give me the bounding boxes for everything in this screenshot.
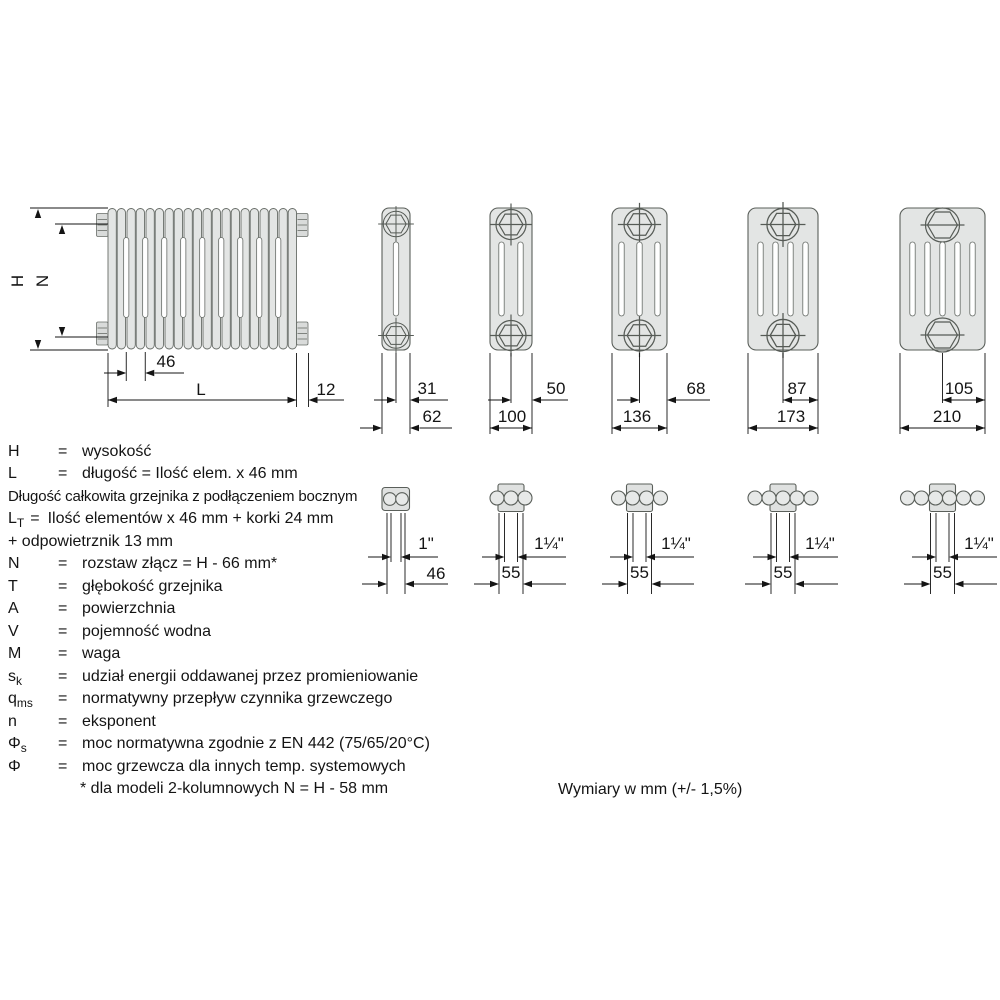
dim-pitch-4col: [602, 563, 694, 587]
legend-row-asterisk-note: * dla modeli 2-kolumnowych N = H - 58 mm: [80, 780, 389, 797]
top-view-6col: [901, 484, 998, 594]
length-label: L: [196, 380, 206, 399]
svg-text:62: 62: [422, 407, 442, 426]
svg-text:173: 173: [776, 407, 806, 426]
svg-text:50: 50: [546, 379, 566, 398]
dim-depth-2col: [360, 407, 452, 431]
svg-text:1¼": 1¼": [805, 534, 835, 553]
height-label: H: [8, 274, 27, 288]
legend-row-H: H = wysokość: [8, 443, 152, 460]
legend-row-total-length: Długość całkowita grzejnika z podłączeniem bocznym: [8, 488, 358, 505]
legend-row-A: A = powierzchnia: [8, 600, 176, 617]
dim-pitch-5col: [745, 563, 838, 587]
legend-row-phi: Φ = moc grzewcza dla innych temp. systemowych: [8, 758, 406, 775]
svg-text:55: 55: [773, 563, 793, 582]
radiator-gaps: [124, 238, 281, 318]
svg-text:68: 68: [686, 379, 706, 398]
svg-text:136: 136: [622, 407, 652, 426]
dim-pitch-6col: [904, 563, 997, 587]
svg-text:1¼": 1¼": [661, 534, 691, 553]
cross-section-4col: [612, 203, 710, 434]
legend-row-qms: $q_{ms}$ = normatywny przepływ czynnika grzewczego: [8, 690, 393, 711]
svg-text:100: 100: [497, 407, 527, 426]
legend-row-LT: $L_T$ = Ilość elementów x 46 mm + korki 24 mm: [8, 510, 334, 531]
svg-text:31: 31: [417, 379, 437, 398]
dim-depth-4col: [612, 407, 667, 431]
svg-text:87: 87: [787, 379, 807, 398]
pitch-label: N: [33, 274, 52, 288]
legend-row-sk: $s_k$ = udział energii oddawanej przez promieniowanie: [8, 668, 419, 689]
dim-length-L: [108, 353, 309, 407]
side-extension-value: 12: [316, 380, 336, 399]
svg-text:1¼": 1¼": [534, 534, 564, 553]
svg-text:1": 1": [418, 534, 434, 553]
top-view-2col: [362, 488, 448, 595]
dim-element-46: [104, 352, 184, 381]
legend-row-N: N = rozstaw złącz = H - 66 mm*: [8, 555, 278, 572]
dim-depth-6col: [900, 407, 985, 431]
front-view-radiator: [8, 208, 344, 407]
dim-height-H: [8, 208, 108, 350]
dim-pitch-3col: [474, 563, 566, 587]
legend-row-vent: + odpowietrznik 13 mm: [8, 533, 173, 550]
svg-text:46: 46: [426, 564, 446, 583]
svg-text:55: 55: [630, 563, 649, 582]
top-view-5col: [745, 484, 838, 594]
dim-depth-3col: [490, 407, 532, 431]
dim-connection-6col: [912, 513, 997, 594]
dim-depth-5col: [748, 407, 818, 431]
top-view-3col: [474, 484, 566, 594]
cross-section-6col: [900, 208, 985, 434]
dim-connection-4col: [610, 513, 694, 594]
legend-row-M: M = waga: [8, 645, 121, 662]
svg-text:105: 105: [944, 379, 974, 398]
element-width-value: 46: [156, 352, 176, 371]
legend-row-V: V = pojemność wodna: [8, 623, 211, 640]
dim-pitch-N: [33, 224, 108, 337]
legend-row-n: n = eksponent: [8, 713, 156, 730]
legend-row-L: L = długość = Ilość elem. x 46 mm: [8, 465, 298, 482]
dim-side-12: [309, 380, 345, 403]
svg-text:55: 55: [933, 563, 952, 582]
svg-text:210: 210: [932, 407, 962, 426]
dim-connection-5col: [753, 513, 838, 594]
svg-text:1¼": 1¼": [964, 534, 994, 553]
top-view-4col: [602, 484, 694, 594]
legend-row-T: T = głębokość grzejnika: [8, 578, 223, 595]
cross-section-3col: [488, 204, 568, 435]
cross-section-5col: [748, 202, 818, 434]
legend-row-phi-s: $\Phi_s$ = moc normatywna zgodnie z EN 442 (75/65/20°C): [8, 735, 430, 756]
cross-section-2col: [360, 206, 452, 434]
dimensions-tolerance-note: Wymiary w mm (+/- 1,5%): [558, 781, 743, 798]
svg-text:55: 55: [501, 563, 521, 582]
dim-connection-3col: [482, 513, 566, 594]
